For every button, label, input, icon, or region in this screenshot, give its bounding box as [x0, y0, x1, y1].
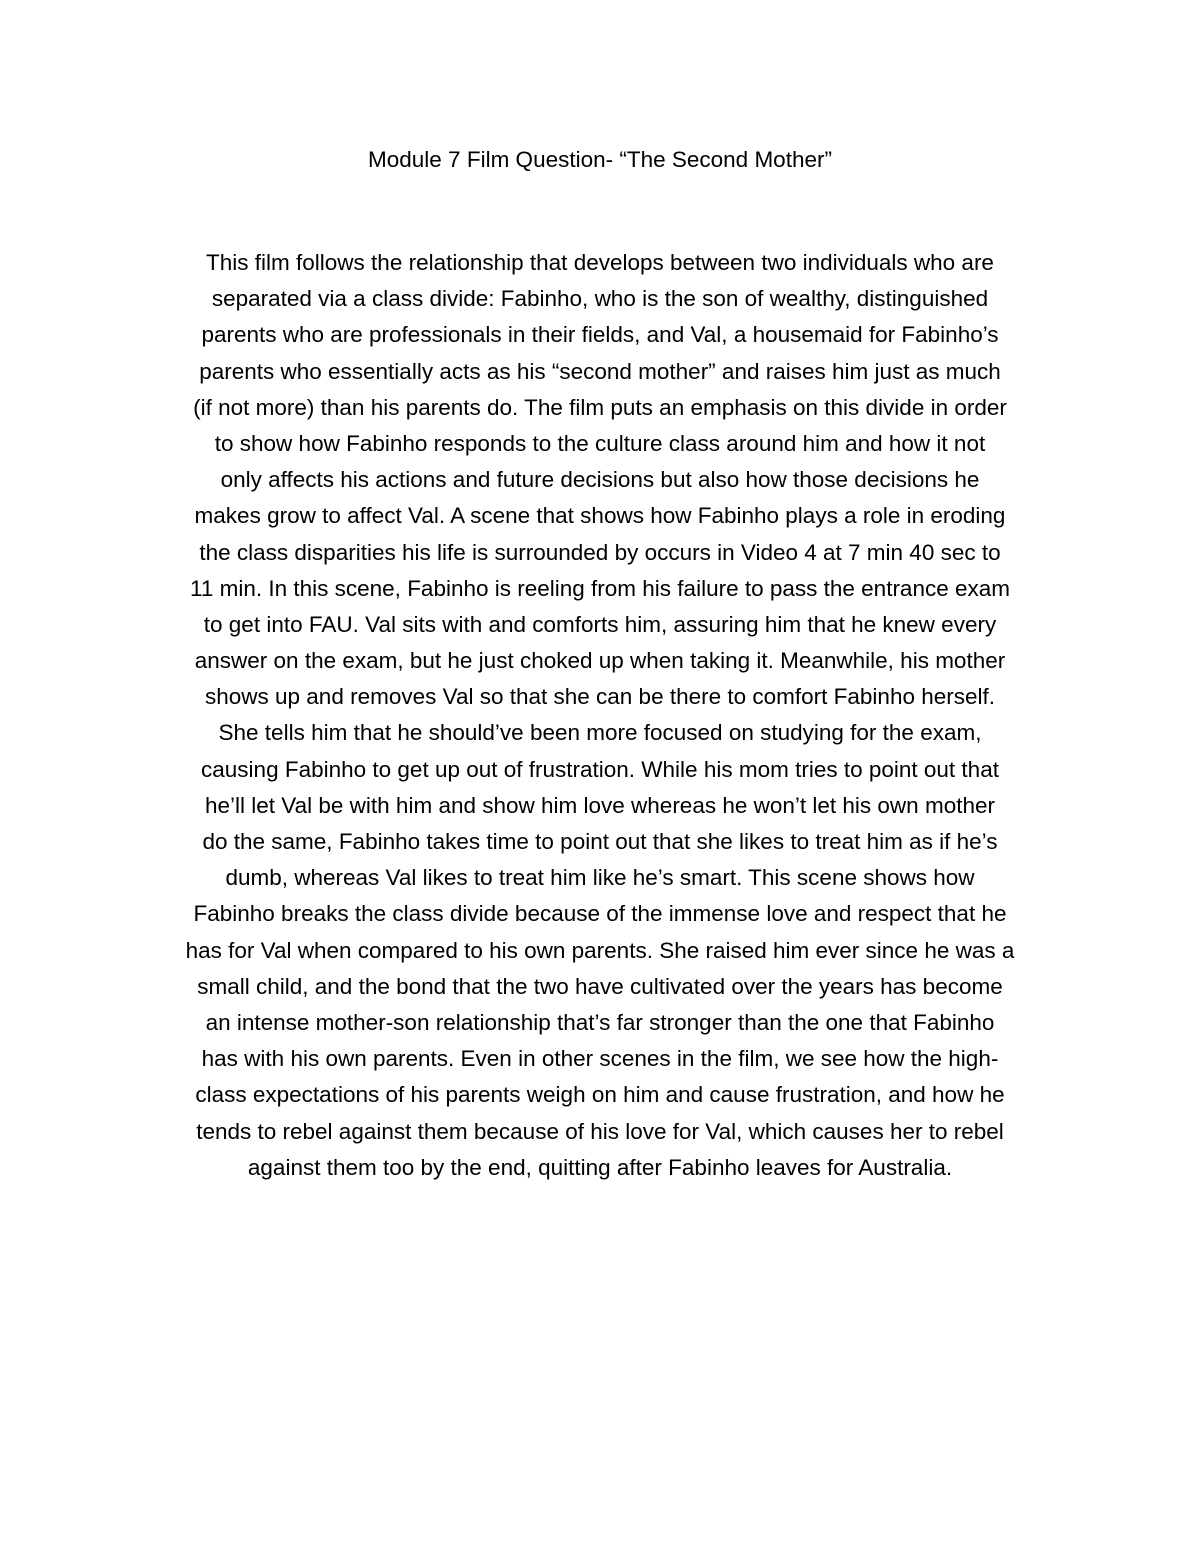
- body-line: causing Fabinho to get up out of frustration. While his mom tries to point out that: [201, 756, 999, 782]
- body-line: class expectations of his parents weigh on him and cause frustration, and how he: [195, 1082, 1005, 1108]
- body-line: an intense mother-son relationship that’s far stronger than the one that Fabinho: [205, 1009, 995, 1035]
- body-line: only affects his actions and future decisions but also how those decisions he: [220, 467, 980, 493]
- body-line: has with his own parents. Even in other scenes in the film, we see how the high-: [201, 1046, 999, 1072]
- body-line: dumb, whereas Val likes to treat him like he’s smart. This scene shows how: [225, 865, 975, 891]
- body-line: parents who are professionals in their fields, and Val, a housemaid for Fabinho’s: [201, 322, 999, 348]
- body-line: separated via a class divide: Fabinho, who is the son of wealthy, distinguished: [211, 286, 989, 312]
- body-line: This film follows the relationship that develops between two individuals who are: [206, 250, 994, 275]
- body-line: (if not more) than his parents do. The film puts an emphasis on this divide in order: [193, 394, 1007, 420]
- body-line: the class disparities his life is surrounded by occurs in Video 4 at 7 min 40 sec to: [199, 539, 1001, 565]
- body-line: answer on the exam, but he just choked up when taking it. Meanwhile, his mother: [194, 648, 1006, 674]
- body-line: shows up and removes Val so that she can be there to comfort Fabinho herself.: [204, 684, 996, 710]
- document-title: Module 7 Film Question- “The Second Mother”: [368, 147, 832, 172]
- body-line: She tells him that he should’ve been more focused on studying for the exam,: [218, 720, 982, 746]
- body-line: makes grow to affect Val. A scene that shows how Fabinho plays a role in eroding: [194, 503, 1006, 529]
- body-line: Fabinho breaks the class divide because of the immense love and respect that he: [193, 901, 1007, 927]
- body-line: to show how Fabinho responds to the culture class around him and how it not: [214, 430, 986, 456]
- document-body: [100, 245, 1100, 1186]
- body-line: against them too by the end, quitting after Fabinho leaves for Australia.: [247, 1154, 953, 1180]
- body-line: 11 min. In this scene, Fabinho is reeling from his failure to pass the entrance exam: [190, 575, 1010, 601]
- body-line: tends to rebel against them because of his love for Val, which causes her to rebel: [196, 1118, 1004, 1144]
- body-line: he’ll let Val be with him and show him love whereas he won’t let his own mother: [205, 792, 995, 818]
- body-line: has for Val when compared to his own parents. She raised him ever since he was a: [185, 937, 1015, 963]
- body-line: small child, and the bond that the two have cultivated over the years has become: [197, 973, 1003, 999]
- body-line: do the same, Fabinho takes time to point out that she likes to treat him as if he’s: [202, 829, 998, 854]
- body-line: to get into FAU. Val sits with and comforts him, assuring him that he knew every: [203, 611, 997, 637]
- body-line: parents who essentially acts as his “second mother” and raises him just as much: [199, 358, 1001, 384]
